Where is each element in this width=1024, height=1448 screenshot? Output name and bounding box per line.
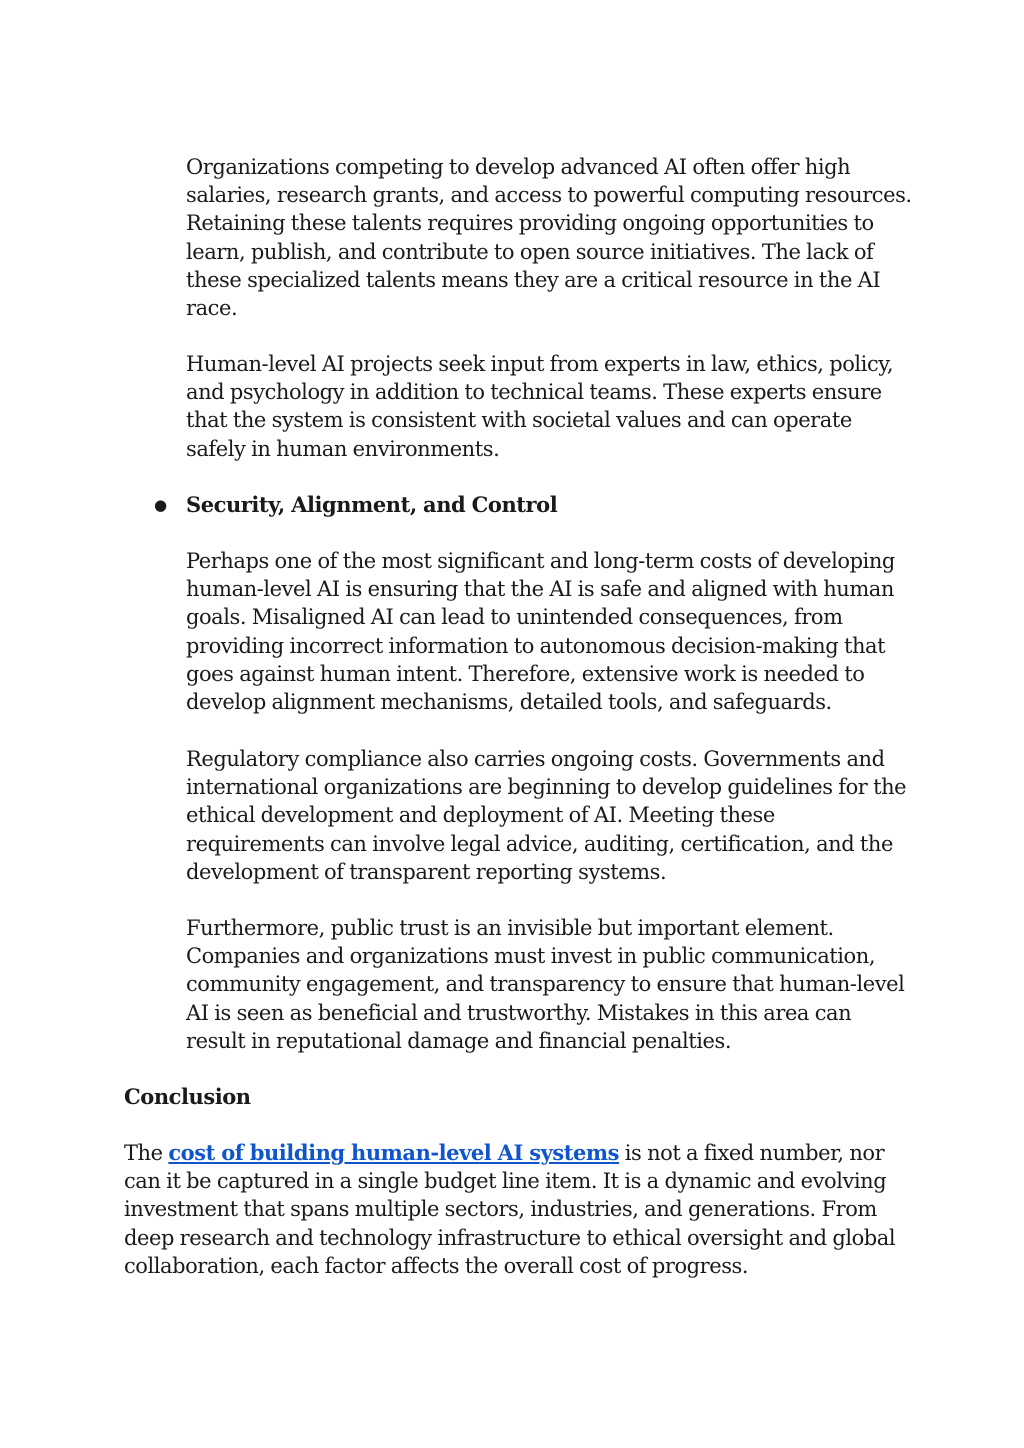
conclusion-heading: Conclusion <box>124 1084 251 1109</box>
cost-article-link[interactable]: cost of building human-level AI systems <box>168 1140 620 1165</box>
conclusion-paragraph <box>124 1139 914 1280</box>
public-trust-paragraph: Furthermore, public trust is an invisible but important element. Companies and organizations must invest in public communication, community engagement, and transparency to ensure that human-level AI is seen as beneficial and trustworthy. Mistakes in this area can result in reputational damage and financial penalties. <box>186 916 905 1053</box>
conclusion-text-start: The <box>124 1141 169 1165</box>
regulatory-paragraph: Regulatory compliance also carries ongoing costs. Governments and international organizations are beginning to develop guidelines for the ethical development and deployment of AI. Meeting these requirements can involve legal advice, auditing, certification, and the development of transparent reporting systems. <box>186 747 907 884</box>
talent-paragraph: Organizations competing to develop advanced AI often offer high salaries, research grants, and access to powerful computing resources. Retaining these talents requires providing ongoing opportunities to learn, publish, and contribute to open source initiatives. The lack of these specialized talents means they are a critical resource in the AI race. <box>186 155 912 321</box>
bullet-icon: ● <box>154 496 168 514</box>
experts-paragraph: Human-level AI projects seek input from experts in law, ethics, policy, and psychology in addition to technical teams. These experts ensure that the system is consistent with societal values and can operate safely in human environments. <box>186 352 894 461</box>
section-heading: Security, Alignment, and Control <box>186 492 558 517</box>
alignment-paragraph: Perhaps one of the most significant and long-term costs of developing human-level AI is ensuring that the AI is safe and aligned with human goals. Misaligned AI can lead to unintended consequences, from providing incorrect information to autonomous decision-making that goes against human intent. Therefore, extensive work is needed to develop alignment mechanisms, detailed tools, and safeguards. <box>186 549 895 715</box>
conclusion-text-rest: is not a fixed number, nor can it be captured in a single budget line item. It is a dynamic and evolving investment that spans multiple sectors, industries, and generations. From deep research and technology infrastructure to ethical oversight and global collaboration, each factor affects the overall cost of progress. <box>124 1141 896 1278</box>
